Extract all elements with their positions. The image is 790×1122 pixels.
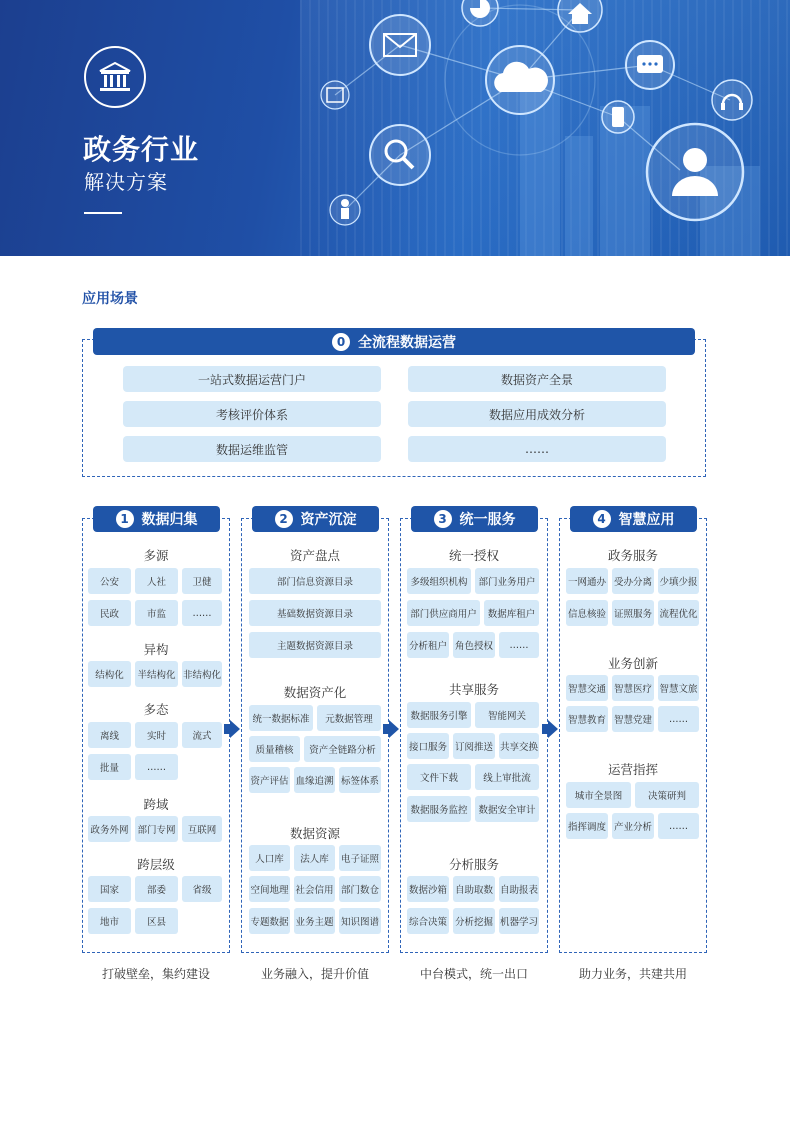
tag: 非结构化 bbox=[182, 661, 222, 687]
tag: 决策研判 bbox=[635, 782, 699, 808]
tag: 部委 bbox=[135, 876, 178, 902]
chat-icon bbox=[626, 41, 674, 89]
tag: 智能网关 bbox=[475, 702, 539, 728]
tag: 互联网 bbox=[182, 816, 222, 842]
tag: 标签体系 bbox=[339, 767, 381, 793]
stage0-item: 数据资产全景 bbox=[408, 366, 666, 392]
tag: 国家 bbox=[88, 876, 131, 902]
col3-title: 统一服务 bbox=[459, 512, 516, 528]
group-title: 资产盘点 bbox=[289, 548, 340, 563]
tag: 线上审批流 bbox=[475, 764, 539, 790]
tag: 元数据管理 bbox=[317, 705, 381, 731]
col1-footer: 打破壁垒，集约建设 bbox=[101, 967, 210, 981]
group-title: 多态 bbox=[143, 702, 169, 717]
col1-title: 数据归集 bbox=[141, 512, 198, 528]
stage-number-badge: 3 bbox=[434, 510, 452, 528]
tag: 流程优化 bbox=[658, 600, 699, 626]
cloud-icon bbox=[486, 46, 554, 114]
tag: 机器学习 bbox=[499, 908, 539, 934]
tag: 一网通办 bbox=[566, 568, 608, 594]
tag: 指挥调度 bbox=[566, 813, 608, 839]
group-title: 多源 bbox=[143, 548, 169, 563]
tag: 少填少报 bbox=[658, 568, 699, 594]
tag: 电子证照 bbox=[339, 845, 381, 871]
tag: 角色授权 bbox=[453, 632, 495, 658]
tag: 省级 bbox=[182, 876, 222, 902]
tag: 基础数据资源目录 bbox=[249, 600, 381, 626]
mail-icon bbox=[370, 15, 430, 75]
tag: 部门业务用户 bbox=[475, 568, 539, 594]
tag: 数据库租户 bbox=[484, 600, 539, 626]
tag: 自助取数 bbox=[453, 876, 495, 902]
tag: 法人库 bbox=[294, 845, 335, 871]
tag: 分析挖掘 bbox=[453, 908, 495, 934]
group-title: 政务服务 bbox=[607, 548, 658, 563]
tag: 社会信用 bbox=[294, 876, 335, 902]
stage-number-badge: 1 bbox=[116, 510, 134, 528]
stage0-item: 一站式数据运营门户 bbox=[123, 366, 381, 392]
tag: 数据服务引擎 bbox=[407, 702, 471, 728]
group-title: 共享服务 bbox=[448, 682, 499, 697]
tag: 质量稽核 bbox=[249, 736, 300, 762]
tag: 智慧教育 bbox=[566, 706, 608, 732]
calendar-icon bbox=[321, 81, 349, 109]
group-title: 运营指挥 bbox=[607, 762, 658, 777]
tag: 公安 bbox=[88, 568, 131, 594]
tag: 部门数仓 bbox=[339, 876, 381, 902]
col2-title: 资产沉淀 bbox=[300, 512, 357, 528]
col4-title: 智慧应用 bbox=[618, 512, 675, 528]
header-banner bbox=[0, 0, 790, 256]
stage0-item: …… bbox=[408, 436, 666, 462]
col4-footer: 助力业务，共建共用 bbox=[578, 967, 687, 981]
tag: 证照服务 bbox=[612, 600, 654, 626]
search-icon bbox=[370, 125, 430, 185]
group-title: 业务创新 bbox=[607, 656, 658, 671]
col3-header bbox=[411, 506, 538, 532]
tag: 接口服务 bbox=[407, 733, 449, 759]
page-subtitle: 解决方案 bbox=[84, 170, 168, 194]
tag: …… bbox=[499, 632, 539, 658]
tag: …… bbox=[658, 813, 699, 839]
tag: 主题数据资源目录 bbox=[249, 632, 381, 658]
tag: 人社 bbox=[135, 568, 178, 594]
tag: 政务外网 bbox=[88, 816, 131, 842]
stage0-item: 考核评价体系 bbox=[123, 401, 381, 427]
stage0-item: 数据运维监管 bbox=[123, 436, 381, 462]
tag: 血缘追溯 bbox=[294, 767, 335, 793]
col2-footer: 业务融入，提升价值 bbox=[260, 967, 369, 981]
group-title: 分析服务 bbox=[448, 857, 499, 872]
tag: 批量 bbox=[88, 754, 131, 780]
tag: 市监 bbox=[135, 600, 178, 626]
tag: 业务主题 bbox=[294, 908, 335, 934]
tag: 卫健 bbox=[182, 568, 222, 594]
tag: 部门供应商用户 bbox=[407, 600, 480, 626]
tag: 资产评估 bbox=[249, 767, 290, 793]
tag: 知识图谱 bbox=[339, 908, 381, 934]
tag: 资产全链路分析 bbox=[304, 736, 381, 762]
tag: 城市全景图 bbox=[566, 782, 631, 808]
tag: 人口库 bbox=[249, 845, 290, 871]
headset-icon bbox=[712, 80, 752, 120]
tag: 分析租户 bbox=[407, 632, 449, 658]
tag: 智慧文旅 bbox=[658, 675, 699, 701]
tag: 信息核验 bbox=[566, 600, 608, 626]
tag: 产业分析 bbox=[612, 813, 654, 839]
tag: 智慧医疗 bbox=[612, 675, 654, 701]
stage-number-badge: 4 bbox=[593, 510, 611, 528]
tag: 空间地理 bbox=[249, 876, 290, 902]
group-title: 跨域 bbox=[143, 797, 169, 812]
phone-icon bbox=[602, 101, 634, 133]
stage0-item: 数据应用成效分析 bbox=[408, 401, 666, 427]
tag: 结构化 bbox=[88, 661, 131, 687]
flow-arrow bbox=[389, 720, 399, 738]
col4-header bbox=[570, 506, 697, 532]
tag: …… bbox=[658, 706, 699, 732]
col3-footer: 中台模式，统一出口 bbox=[419, 967, 528, 981]
group-title: 统一授权 bbox=[448, 548, 499, 563]
tag: 统一数据标准 bbox=[249, 705, 313, 731]
group-title: 异构 bbox=[143, 642, 169, 657]
tag: 订阅推送 bbox=[453, 733, 495, 759]
tag: 多级组织机构 bbox=[407, 568, 471, 594]
stage0-title: 全流程数据运营 bbox=[358, 334, 456, 351]
tag: 流式 bbox=[182, 722, 222, 748]
group-title: 数据资源 bbox=[289, 826, 340, 841]
group-title: 数据资产化 bbox=[283, 685, 347, 700]
tag: …… bbox=[135, 754, 178, 780]
tag: 半结构化 bbox=[135, 661, 178, 687]
tag: 部门专网 bbox=[135, 816, 178, 842]
tag: 部门信息资源目录 bbox=[249, 568, 381, 594]
stage0-header bbox=[93, 328, 695, 355]
stage-number-badge: 0 bbox=[332, 333, 350, 351]
flow-arrow bbox=[548, 720, 558, 738]
tag: 离线 bbox=[88, 722, 131, 748]
group-title: 跨层级 bbox=[137, 857, 175, 872]
tag: 实时 bbox=[135, 722, 178, 748]
col1-header bbox=[93, 506, 220, 532]
tag: …… bbox=[182, 600, 222, 626]
network-graphic bbox=[300, 0, 790, 256]
tag: 综合决策 bbox=[407, 908, 449, 934]
page-title: 政务行业 bbox=[83, 133, 200, 166]
person-icon bbox=[330, 195, 360, 225]
chart-icon bbox=[462, 0, 498, 26]
user-icon bbox=[647, 124, 743, 220]
tag: 数据沙箱 bbox=[407, 876, 449, 902]
tag: 数据安全审计 bbox=[475, 796, 539, 822]
tag: 智慧交通 bbox=[566, 675, 608, 701]
title-divider bbox=[84, 212, 122, 214]
tag: 共享交换 bbox=[499, 733, 539, 759]
tag: 受办分离 bbox=[612, 568, 654, 594]
stage-number-badge: 2 bbox=[275, 510, 293, 528]
tag: 智慧党建 bbox=[612, 706, 654, 732]
tag: 专题数据 bbox=[249, 908, 290, 934]
tag: 民政 bbox=[88, 600, 131, 626]
section-title: 应用场景 bbox=[82, 291, 138, 307]
col2-header bbox=[252, 506, 379, 532]
government-building-icon bbox=[84, 46, 146, 108]
tag: 区县 bbox=[135, 908, 178, 934]
tag: 地市 bbox=[88, 908, 131, 934]
tag: 自助报表 bbox=[499, 876, 539, 902]
tag: 数据服务监控 bbox=[407, 796, 471, 822]
flow-arrow bbox=[230, 720, 240, 738]
tag: 文件下载 bbox=[407, 764, 471, 790]
